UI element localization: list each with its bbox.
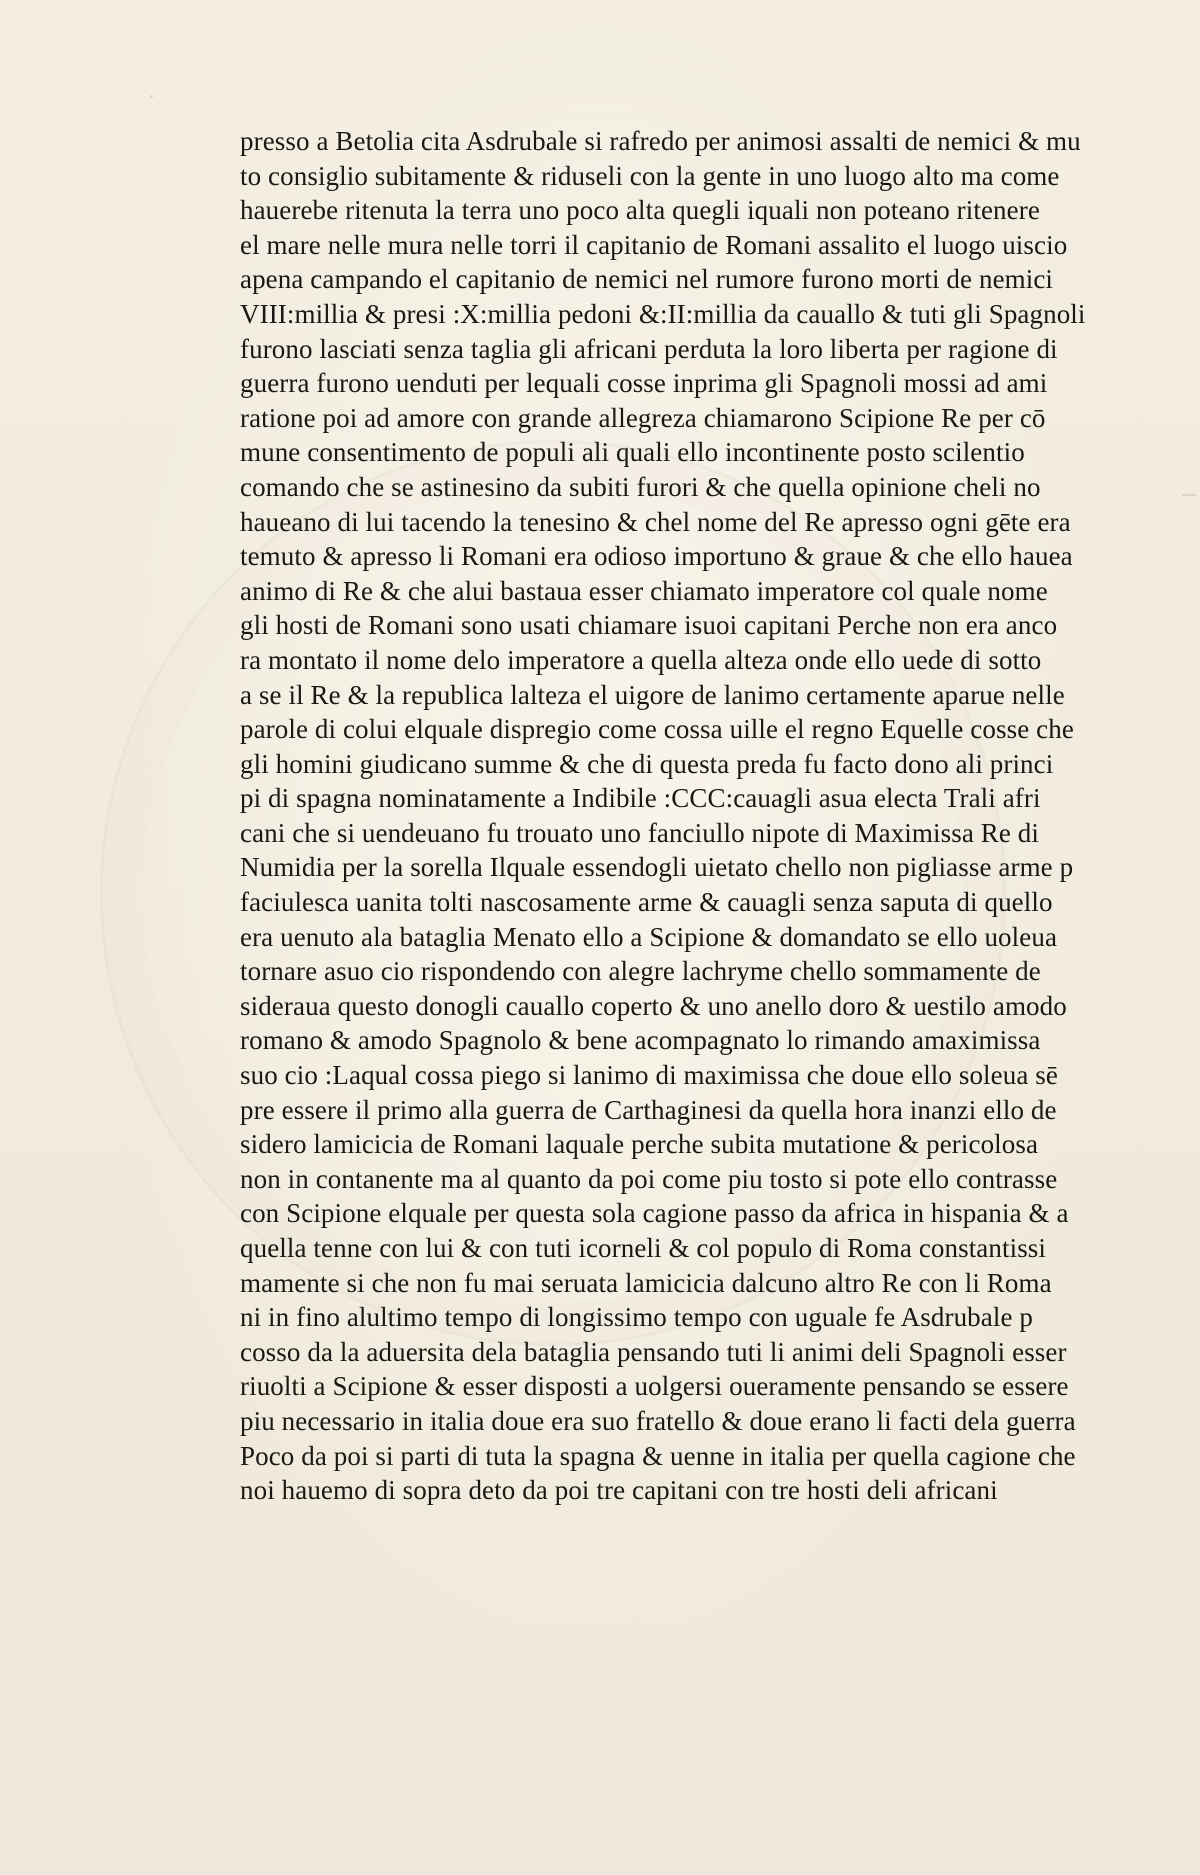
text-line: quella tenne con lui & con tuti icorneli & col populo di Roma constantissi bbox=[240, 1233, 1047, 1263]
text-line: noi hauemo di sopra deto da poi tre capitani con tre hosti deli africani bbox=[240, 1475, 998, 1506]
text-line: a se il Re & la republica lalteza el uigore de lanimo certamente aparue nelle bbox=[240, 679, 1065, 710]
text-line: sideraua questo donogli cauallo coperto & uno anello doro & uestilo amodo bbox=[240, 990, 1067, 1021]
paper-speck bbox=[150, 95, 153, 98]
text-block bbox=[240, 124, 1120, 1508]
text-line: ni in fino alultimo tempo di longissimo tempo con uguale fe Asdrubale p bbox=[240, 1302, 1033, 1333]
text-line: sidero lamicicia de Romani laquale perche subita mutatione & pericolosa bbox=[240, 1129, 1039, 1160]
text-line: gli hosti de Romani sono usati chiamare isuoi capitani Perche non era anco bbox=[240, 610, 1058, 641]
text-line: romano & amodo Spagnolo & bene acompagnato lo rimando amaximissa bbox=[240, 1025, 1041, 1056]
text-line: suo cio :Laqual cossa piego si lanimo di maximissa che doue ello soleua sē bbox=[240, 1060, 1058, 1091]
text-line: gli homini giudicano summe & che di questa preda fu facto dono ali princi bbox=[240, 748, 1054, 779]
text-line: comando che se astinesino da subiti furori & che quella opinione cheli no bbox=[240, 471, 1041, 502]
text-line: mamente si che non fu mai seruata lamicicia dalcuno altro Re con li Roma bbox=[240, 1267, 1052, 1298]
text-line: animo di Re & che alui bastaua esser chiamato imperatore col quale nome bbox=[240, 575, 1048, 606]
text-line: riuolti a Scipione & esser disposti a uolgersi oueramente pensando se essere bbox=[240, 1371, 1069, 1402]
paper-speck bbox=[1182, 494, 1196, 496]
text-line: haueano di lui tacendo la tenesino & chel nome del Re apresso ogni gēte era bbox=[240, 506, 1071, 537]
text-line: pi di spagna nominatamente a Indibile :CCC:cauagli asua electa Trali afri bbox=[240, 783, 1041, 814]
text-line: cani che si uendeuano fu trouato uno fanciullo nipote di Maximissa Re di bbox=[240, 817, 1040, 848]
text-line: furono lasciati senza taglia gli africani perduta la loro liberta per ragione di bbox=[240, 333, 1058, 364]
text-line: con Scipione elquale per questa sola cagione passo da africa in hispania & a bbox=[240, 1198, 1069, 1229]
text-line: non in contanente ma al quanto da poi come piu tosto si pote ello contrasse bbox=[240, 1163, 1058, 1194]
text-line: piu necessario in italia doue era suo fratello & doue erano li facti dela guerra bbox=[240, 1405, 1076, 1436]
text-line: era uenuto ala bataglia Menato ello a Scipione & domandato se ello uoleua bbox=[240, 921, 1058, 952]
text-line: pre essere il primo alla guerra de Carthaginesi da quella hora inanzi ello de bbox=[240, 1094, 1057, 1125]
text-line: mune consentimento de populi ali quali ello incontinente posto scilentio bbox=[240, 437, 1025, 468]
text-line: presso a Betolia cita Asdrubale si rafredo per animosi assalti de nemici & mu bbox=[240, 126, 1081, 156]
text-line: cosso da la aduersita dela bataglia pensando tuti li animi deli Spagnoli esser bbox=[240, 1336, 1067, 1367]
text-line: VIII:millia & presi :X:millia pedoni &:II:millia da cauallo & tuti gli Spagnoli bbox=[240, 298, 1086, 329]
text-line: temuto & apresso li Romani era odioso importuno & graue & che ello hauea bbox=[240, 541, 1073, 572]
text-line: tornare asuo cio rispondendo con alegre lachryme chello sommamente de bbox=[240, 956, 1041, 987]
text-line: apena campando el capitanio de nemici nel rumore furono morti de nemici bbox=[240, 264, 1054, 295]
text-line: parole di colui elquale dispregio come cossa uille el regno Equelle cosse che bbox=[240, 714, 1074, 745]
text-line: faciulesca uanita tolti nascosamente arme & cauagli senza saputa di quello bbox=[240, 887, 1053, 918]
text-line: Numidia per la sorella Ilquale essendogli uietato chello non pigliasse arme p bbox=[240, 852, 1074, 883]
text-line: to consiglio subitamente & riduseli con la gente in uno luogo alto ma come bbox=[240, 160, 1060, 191]
text-line: guerra furono uenduti per lequali cosse inprima gli Spagnoli mossi ad ami bbox=[240, 368, 1048, 399]
text-line: el mare nelle mura nelle torri il capitanio de Romani assalito el luogo uiscio bbox=[240, 229, 1068, 260]
text-line: hauerebe ritenuta la terra uno poco alta quegli iquali non poteano ritenere bbox=[240, 195, 1040, 226]
text-line: Poco da poi si parti di tuta la spagna & uenne in italia per quella cagione che bbox=[240, 1440, 1076, 1471]
text-line: ra montato il nome delo imperatore a quella alteza onde ello uede di sotto bbox=[240, 644, 1042, 675]
text-line: ratione poi ad amore con grande allegreza chiamarono Scipione Re per cō bbox=[240, 402, 1046, 433]
